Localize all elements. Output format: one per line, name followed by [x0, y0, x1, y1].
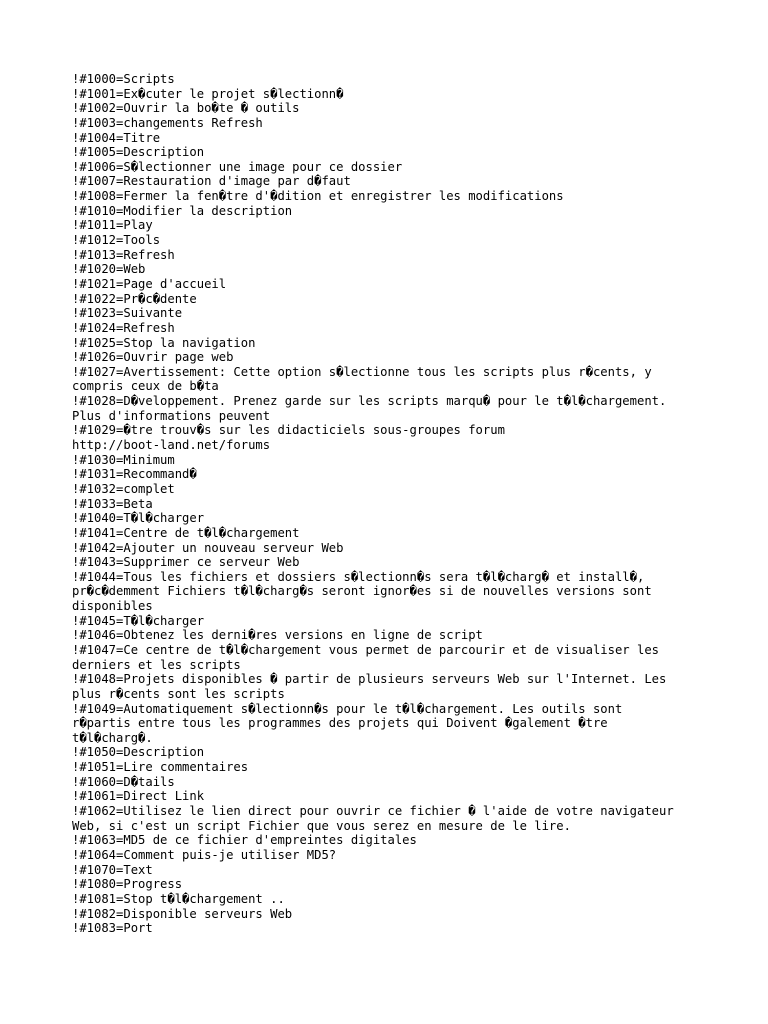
- text-line: !#1083=Port: [72, 921, 153, 936]
- text-line: !#1024=Refresh: [72, 320, 175, 335]
- text-line: !#1043=Supprimer ce serveur Web: [72, 555, 300, 570]
- text-line: !#1025=Stop la navigation: [72, 335, 256, 350]
- text-line: Web, si c'est un script Fichier que vous serez en mesure de le lire.: [72, 818, 571, 833]
- text-line: !#1081=Stop t�l�chargement ..: [72, 891, 285, 906]
- text-line: !#1045=T�l�charger: [72, 613, 205, 628]
- text-line: pr�c�demment Fichiers t�l�charg�s seront ignor�es si de nouvelles versions sont: [72, 584, 652, 599]
- text-line: !#1064=Comment puis-je utiliser MD5?: [72, 847, 337, 862]
- text-line: !#1046=Obtenez les derni�res versions en ligne de script: [72, 628, 483, 643]
- text-line: !#1002=Ouvrir la bo�te � outils: [72, 101, 300, 116]
- text-line: !#1033=Beta: [72, 496, 153, 511]
- text-line: !#1044=Tous les fichiers et dossiers s�lectionn�s sera t�l�charg� et install�,: [72, 569, 645, 584]
- text-line: t�l�charg�.: [72, 730, 153, 745]
- text-line: !#1028=D�veloppement. Prenez garde sur les scripts marqu� pour le t�l�chargement.: [72, 394, 667, 409]
- text-line: !#1040=T�l�charger: [72, 511, 205, 526]
- text-line: !#1023=Suivante: [72, 306, 183, 321]
- text-line: !#1080=Progress: [72, 877, 183, 892]
- text-line: Plus d'informations peuvent: [72, 408, 271, 423]
- text-line: !#1003=changements Refresh: [72, 115, 263, 130]
- text-line: !#1011=Play: [72, 218, 153, 233]
- text-line: !#1047=Ce centre de t�l�chargement vous permet de parcourir et de visualiser les: [72, 642, 659, 657]
- text-line: !#1006=S�lectionner une image pour ce dossier: [72, 159, 403, 174]
- text-line: !#1060=D�tails: [72, 774, 175, 789]
- text-line: !#1032=complet: [72, 481, 175, 496]
- text-line: !#1041=Centre de t�l�chargement: [72, 525, 300, 540]
- text-line: disponibles: [72, 599, 153, 614]
- text-line: !#1022=Pr�c�dente: [72, 291, 197, 306]
- text-line: !#1070=Text: [72, 862, 153, 877]
- text-line: !#1029=�tre trouv�s sur les didacticiels sous-groupes forum: [72, 423, 505, 438]
- text-line: !#1062=Utilisez le lien direct pour ouvrir ce fichier � l'aide de votre navigateur: [72, 804, 674, 819]
- text-line: derniers et les scripts: [72, 657, 241, 672]
- text-line: !#1061=Direct Link: [72, 789, 205, 804]
- text-line: !#1051=Lire commentaires: [72, 760, 249, 775]
- text-line: !#1063=MD5 de ce fichier d'empreintes digitales: [72, 833, 417, 848]
- text-line: http://boot-land.net/forums: [72, 438, 271, 453]
- text-line: !#1020=Web: [72, 262, 146, 277]
- text-line: !#1027=Avertissement: Cette option s�lectionne tous les scripts plus r�cents, y: [72, 364, 652, 379]
- text-line: !#1008=Fermer la fen�tre d'�dition et enregistrer les modifications: [72, 189, 564, 204]
- document-page: [72, 72, 702, 936]
- text-line: !#1021=Page d'accueil: [72, 276, 227, 291]
- text-line: !#1082=Disponible serveurs Web: [72, 906, 293, 921]
- text-line: !#1010=Modifier la description: [72, 203, 293, 218]
- text-line: !#1004=Titre: [72, 130, 161, 145]
- text-line: !#1007=Restauration d'image par d�faut: [72, 174, 351, 189]
- text-line: !#1050=Description: [72, 745, 205, 760]
- text-line: !#1030=Minimum: [72, 452, 175, 467]
- text-line: !#1000=Scripts: [72, 72, 175, 86]
- text-line: !#1001=Ex�cuter le projet s�lectionn�: [72, 86, 344, 101]
- text-line: compris ceux de b�ta: [72, 379, 219, 394]
- text-line: r�partis entre tous les programmes des projets qui Doivent �galement �tre: [72, 716, 608, 731]
- text-line: !#1005=Description: [72, 145, 205, 160]
- text-line: !#1042=Ajouter un nouveau serveur Web: [72, 540, 344, 555]
- text-line: !#1013=Refresh: [72, 247, 175, 262]
- text-line: !#1026=Ouvrir page web: [72, 350, 234, 365]
- text-line: plus r�cents sont les scripts: [72, 686, 285, 701]
- text-line: !#1049=Automatiquement s�lectionn�s pour le t�l�chargement. Les outils sont: [72, 701, 623, 716]
- text-line: !#1031=Recommand�: [72, 467, 197, 482]
- text-line: !#1012=Tools: [72, 233, 161, 248]
- text-line: !#1048=Projets disponibles � partir de plusieurs serveurs Web sur l'Internet. Les: [72, 672, 667, 687]
